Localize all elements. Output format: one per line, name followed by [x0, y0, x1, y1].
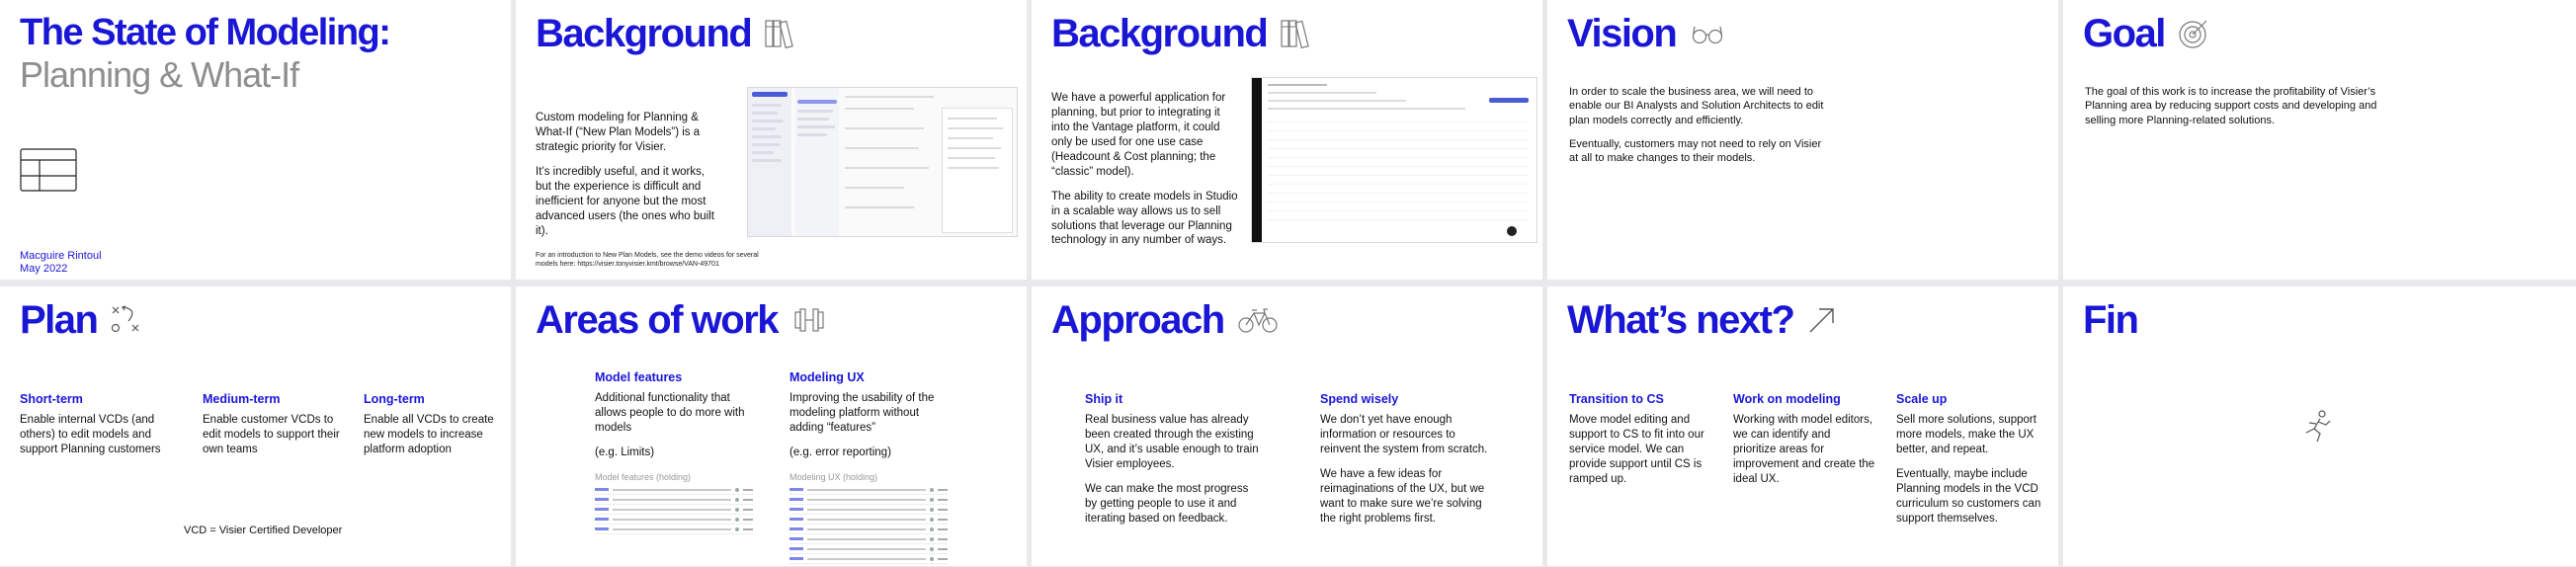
modeling-ux-list — [789, 472, 948, 564]
vision-text — [1569, 85, 1826, 175]
next-col-head: Work on modeling — [1733, 392, 1841, 406]
next-col-transition — [1569, 391, 1712, 497]
plan-col-text: Enable customer VCDs to edit models to support their own teams — [203, 414, 340, 456]
strategy-icon — [109, 303, 142, 337]
slide-heading: Fin — [2083, 298, 2138, 342]
plan-col-head: Medium-term — [203, 392, 281, 406]
area-col-model-features — [595, 369, 753, 470]
area-col-head: Modeling UX — [789, 370, 865, 384]
slide-heading — [536, 14, 796, 53]
slide-areas-of-work[interactable] — [516, 286, 1027, 566]
slide-background-2[interactable] — [1032, 0, 1542, 280]
books-icon — [1279, 17, 1312, 50]
goal-text — [2085, 85, 2381, 137]
arrow-up-right-icon — [1805, 303, 1839, 337]
plan-col-long-term — [364, 391, 502, 457]
slide-heading-text: Goal — [2083, 12, 2165, 55]
slide-heading — [1567, 300, 1839, 340]
next-col-para-2: Eventually, maybe include Planning models in the VCD curriculum so customers can support themselves. — [1896, 468, 2041, 525]
slide-heading — [1567, 14, 1727, 53]
next-col-para-1: Move model editing and support to CS to fit into our service model. We can provide support until CS is ramped up. — [1569, 414, 1704, 485]
area-col-example: (e.g. error reporting) — [789, 446, 891, 459]
slide-heading — [1051, 300, 1280, 340]
next-col-head: Scale up — [1896, 392, 1948, 406]
slide-plan[interactable] — [0, 286, 511, 566]
runner-icon — [2300, 409, 2336, 445]
plan-col-head: Long-term — [364, 392, 425, 406]
glasses-icon — [1688, 17, 1727, 50]
background-para-2: It’s incredibly useful, and it works, but the experience is difficult and inefficient for anyone but the most advanced users (the ones who built it). — [536, 165, 714, 237]
approach-col-para-2: We have a few ideas for reimaginations of the UX, but we want to make sure we’re solving the right problems first. — [1320, 468, 1485, 525]
vision-para-1: In order to scale the business area, we will need to enable our BI Analysts and Solution Architects to edit plan models correctly and efficiently. — [1569, 86, 1824, 126]
slide-heading — [20, 300, 142, 340]
area-col-text: Improving the usability of the modeling platform without adding “features” — [789, 392, 935, 435]
approach-col-spend-wisely — [1320, 391, 1498, 536]
next-col-modeling — [1733, 391, 1876, 497]
slide-heading-text: Areas of work — [536, 298, 779, 342]
approach-col-para-1: Real business value has already been created through the existing UX, and it’s usable enough to train Visier employees. — [1085, 414, 1259, 471]
area-col-text: Additional functionality that allows people to do more with models — [595, 392, 745, 435]
slide-goal[interactable] — [2063, 0, 2576, 280]
slide-heading — [1051, 14, 1312, 53]
background-text — [1051, 91, 1241, 258]
next-col-para-1: Sell more solutions, support more models, make the UX better, and repeat. — [1896, 414, 2036, 456]
slide-heading — [2083, 14, 2210, 53]
approach-col-head: Spend wisely — [1320, 392, 1399, 406]
model-features-list — [595, 472, 753, 534]
slide-title-subtitle: Planning & What-If — [20, 54, 299, 95]
vcd-footnote: VCD = Visier Certified Developer — [184, 525, 343, 536]
plan-col-text: Enable internal VCDs (and others) to edit models and support Planning customers — [20, 414, 161, 456]
presentation-date: May 2022 — [20, 263, 68, 275]
table-icon — [20, 148, 77, 192]
slide-whats-next[interactable] — [1547, 286, 2058, 566]
plan-col-head: Short-term — [20, 392, 83, 406]
area-col-example: (e.g. Limits) — [595, 446, 655, 459]
approach-col-head: Ship it — [1085, 392, 1123, 406]
area-col-head: Model features — [595, 370, 683, 384]
slide-title[interactable] — [0, 0, 511, 280]
model-editor-screenshot — [747, 87, 1018, 237]
vision-para-2: Eventually, customers may not need to rely on Visier at all to make changes to their models. — [1569, 137, 1822, 165]
books-icon — [763, 17, 796, 50]
next-col-head: Transition to CS — [1569, 392, 1664, 406]
background-footnote — [536, 251, 763, 269]
slide-fin[interactable] — [2063, 286, 2576, 566]
area-col-modeling-ux — [789, 369, 948, 470]
list-header: Modeling UX (holding) — [789, 472, 878, 482]
slide-title-heading: The State of Modeling: — [20, 12, 390, 53]
approach-col-ship-it — [1085, 391, 1263, 536]
target-icon — [2177, 17, 2210, 50]
slide-heading-text: Background — [536, 12, 752, 55]
footnote-line-2: models here: https://visier.tonyvisier.kmt/browse/VAN-49701 — [536, 261, 719, 269]
slide-heading — [536, 300, 829, 340]
slide-background-1[interactable] — [516, 0, 1027, 280]
slide-heading-text: Background — [1051, 12, 1268, 55]
slide-heading-text: Approach — [1051, 298, 1224, 342]
slide-heading-text: Plan — [20, 298, 98, 342]
plan-col-medium-term — [203, 391, 341, 457]
background-para-1: Custom modeling for Planning & What-If (“New Plan Models”) is a strategic priority for Visier. — [536, 112, 701, 153]
slide-approach[interactable] — [1032, 286, 1542, 566]
goal-para-1: The goal of this work is to increase the profitability of Visier’s Planning area by reducing support costs and developing and selling more Planning-related solutions. — [2085, 86, 2377, 126]
plan-col-short-term — [20, 391, 168, 457]
slide-heading-text: Vision — [1567, 12, 1677, 55]
list-header: Model features (holding) — [595, 472, 692, 482]
bicycle-icon — [1236, 303, 1280, 337]
background-text — [536, 111, 723, 249]
slide-heading-text: What’s next? — [1567, 298, 1794, 342]
footnote-line-1: For an introduction to New Plan Models, see the demo videos for several — [536, 252, 759, 259]
planning-app-screenshot — [1251, 77, 1537, 243]
slide-vision[interactable] — [1547, 0, 2058, 280]
author-name: Macguire Rintoul — [20, 250, 102, 262]
dumbbell-icon — [789, 303, 829, 337]
approach-col-para-2: We can make the most progress by getting people to use it and iterating based on feedback. — [1085, 483, 1249, 525]
background-para-1: We have a powerful application for planning, but prior to integrating it into the Vantage platform, it could only be used for one use case (Headcount & Cost planning; the “classic” model). — [1051, 92, 1226, 178]
next-col-para-1: Working with model editors, we can identify and prioritize areas for improvement and create the ideal UX. — [1733, 414, 1875, 485]
background-para-2: The ability to create models in Studio in a scalable way allows us to sell solutions that leverage our Planning technology in any number of ways. — [1051, 190, 1238, 247]
approach-col-para-1: We don’t yet have enough information or resources to reinvent the system from scratch. — [1320, 414, 1488, 456]
next-col-scale-up — [1896, 391, 2049, 536]
plan-col-text: Enable all VCDs to create new models to increase platform adoption — [364, 414, 494, 456]
